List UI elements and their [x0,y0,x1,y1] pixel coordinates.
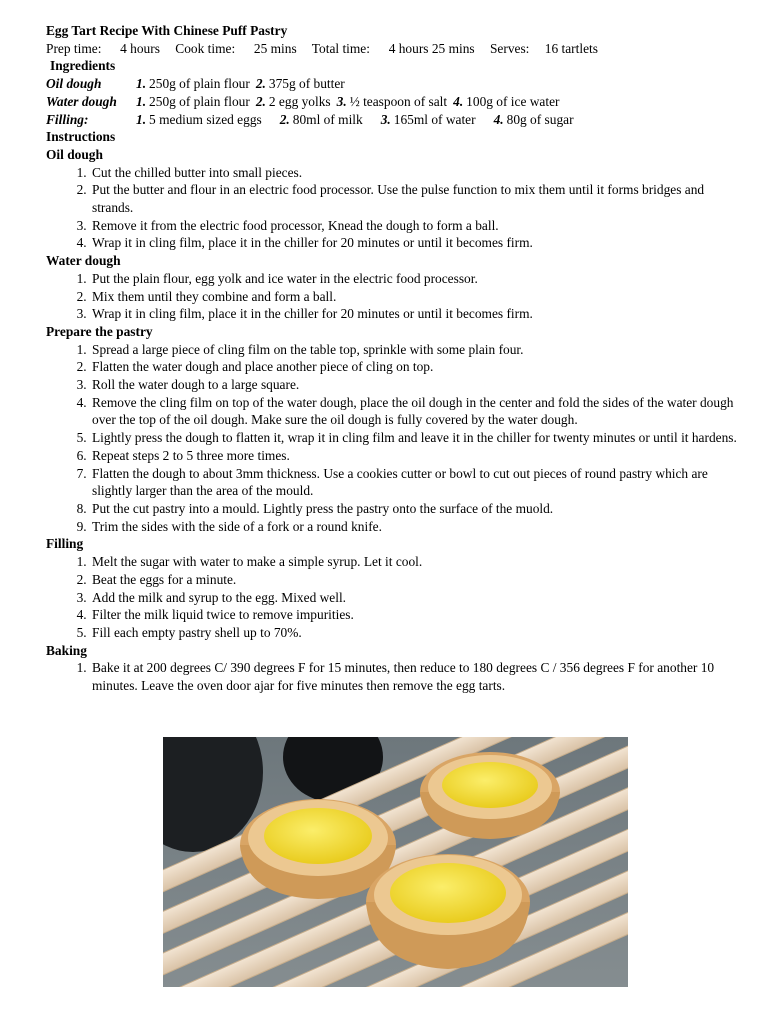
section-heading: Prepare the pastry [46,323,153,339]
step-item: 5. Lightly press the dough to flatten it, wrap it in cling film and leave it in the chiller for twenty minutes or until it hardens. [90,429,746,447]
ingredient-number: 4. [453,93,464,109]
ingredient-number: 1. [136,76,147,92]
step-item: 1. Melt the sugar with water to make a simple syrup. Let it cool. [90,553,746,571]
total-time [312,41,475,56]
step-list [46,270,746,323]
ingredients-water-dough [46,93,746,111]
egg-tarts-photo [163,737,628,987]
ingredient-item [136,112,262,127]
ingredient-group-label: Water dough [46,93,117,109]
serves-value: 16 tartlets [544,40,598,56]
step-item: 4. Filter the milk liquid twice to remove impurities. [90,606,746,624]
step-item: 1. Put the plain flour, egg yolk and ice water in the electric food processor. [90,270,746,288]
step-item: 8. Put the cut pastry into a mould. Lightly press the pastry onto the surface of the muold. [90,500,746,518]
ingredients-oil-dough [46,75,746,93]
step-item: 3. Add the milk and syrup to the egg. Mixed well. [90,589,746,607]
ingredient-text: 250g of plain flour [149,76,250,92]
ingredient-item [337,94,447,109]
ingredient-group-label: Oil dough [46,76,102,92]
step-item: 4. Wrap it in cling film, place it in the chiller for 20 minutes or until it becomes firm. [90,234,746,252]
prep-label: Prep time: [46,40,102,56]
ingredient-item [256,94,331,109]
step-item: 1. Bake it at 200 degrees C/ 390 degrees F for 15 minutes, then reduce to 180 degrees C / 356 degrees F for another 10 minutes. Leave the oven door ajar for five minutes then remove the egg tarts. [90,659,746,694]
recipe-meta [46,40,746,58]
ingredient-item [256,76,345,91]
step-item: 6. Repeat steps 2 to 5 three more times. [90,447,746,465]
ingredient-number: 3. [336,93,347,109]
step-item: 4. Remove the cling film on top of the water dough, place the oil dough in the center and fold the sides of the water dough over the top of the oil dough. Make sure the oil dough is fully covered by the water dough. [90,394,746,429]
ingredient-text: 100g of ice water [466,93,560,109]
recipe-document [46,22,746,695]
ingredient-number: 1. [136,93,147,109]
ingredient-text: 80ml of milk [292,111,363,127]
section-heading: Water dough [46,253,121,269]
step-item: 3. Remove it from the electric food processor, Knead the dough to form a ball. [90,217,746,235]
step-item: 7. Flatten the dough to about 3mm thickness. Use a cookies cutter or bowl to cut out pieces of round pastry which are slightly larger than the area of the mould. [90,465,746,500]
ingredient-item [494,112,574,127]
egg-tarts-illustration [163,737,628,987]
step-list [46,659,746,694]
step-item: 3. Wrap it in cling film, place it in the chiller for 20 minutes or until it becomes firm. [90,305,746,323]
ingredient-item [280,112,363,127]
ingredient-item [453,94,559,109]
step-list [46,164,746,253]
prep-value: 4 hours [120,40,160,56]
ingredient-text: 250g of plain flour [149,93,250,109]
ingredient-items [136,75,351,93]
ingredient-number: 3. [380,111,391,127]
ingredient-item [136,94,250,109]
ingredient-text: ½ teaspoon of salt [349,93,448,109]
instruction-sections [46,146,746,695]
section-heading: Filling [46,536,84,552]
step-item: 2. Mix them until they combine and form a ball. [90,288,746,306]
ingredient-number: 2. [255,76,266,92]
ingredient-items [136,93,566,111]
step-item: 5. Fill each empty pastry shell up to 70%. [90,624,746,642]
serves-label: Serves: [489,40,530,56]
cook-time [175,41,296,56]
ingredient-item [136,76,250,91]
step-list [46,341,746,536]
cook-label: Cook time: [175,40,236,56]
ingredient-text: 375g of butter [268,76,345,92]
ingredient-group-label: Filling: [46,111,89,127]
ingredient-number: 1. [136,111,147,127]
ingredient-number: 4. [493,111,504,127]
section-heading: Oil dough [46,146,103,162]
step-item: 9. Trim the sides with the side of a fork or a round knife. [90,518,746,536]
step-item: 1. Spread a large piece of cling film on the table top, sprinkle with some plain four. [90,341,746,359]
ingredient-text: 165ml of water [393,111,476,127]
recipe-title: Egg Tart Recipe With Chinese Puff Pastry [46,23,288,38]
ingredient-item [381,112,476,127]
ingredient-number: 2. [279,111,290,127]
ingredient-text: 80g of sugar [506,111,574,127]
cook-value: 25 mins [253,40,297,56]
step-list [46,553,746,642]
total-value: 4 hours 25 mins [388,40,475,56]
step-item: 2. Flatten the water dough and place another piece of cling on top. [90,358,746,376]
tart-back-right [420,752,560,839]
step-item: 2. Beat the eggs for a minute. [90,571,746,589]
total-label: Total time: [311,40,370,56]
prep-time [46,41,160,56]
serves [490,41,598,56]
ingredient-number: 2. [255,93,266,109]
ingredient-text: 5 medium sized eggs [149,111,262,127]
ingredient-text: 2 egg yolks [268,93,331,109]
step-item: 3. Roll the water dough to a large square. [90,376,746,394]
step-item: 2. Put the butter and flour in an electric food processor. Use the pulse function to mix them until it forms bridges and strands. [90,181,746,216]
section-heading: Baking [46,642,87,658]
step-item: 1. Cut the chilled butter into small pieces. [90,164,746,182]
ingredients-heading: Ingredients [50,58,116,74]
ingredients-filling [46,111,746,129]
ingredient-items [136,111,592,129]
instructions-heading: Instructions [46,129,116,145]
